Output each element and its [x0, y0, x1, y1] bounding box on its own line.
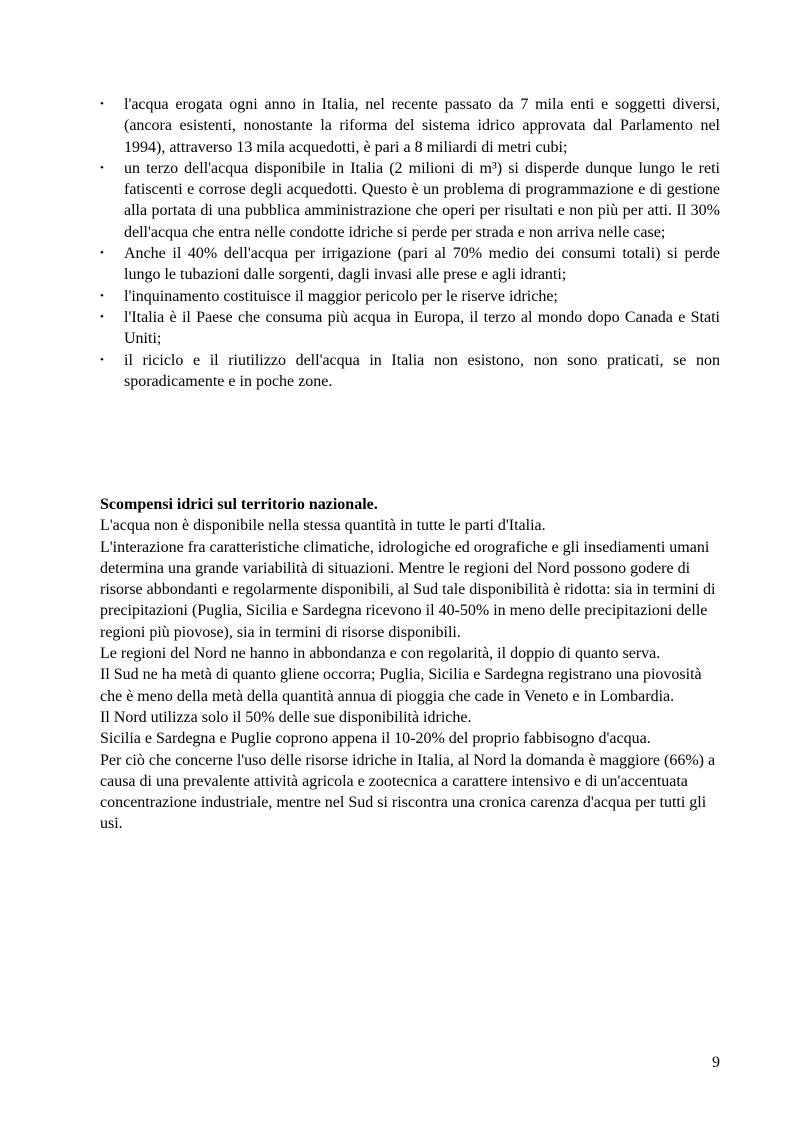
page-number: 9	[712, 1054, 720, 1071]
list-item-text: un terzo dell'acqua disponibile in Italia (2 milioni di m³) si disperde dunque lungo le reti fatiscenti e corrose degli acquedotti. Questo è un problema di programmazione e di gestione alla portata di una pubblica amministrazione che operi per risultati e non più per atti. Il 30% dell'acqua che entra nelle condotte idriche si perde per strada e non arriva nelle case;	[124, 159, 720, 241]
list-item-text: Anche il 40% dell'acqua per irrigazione (pari al 70% medio dei consumi totali) si perde lungo le tubazioni dalle sorgenti, dagli invasi alle prese e agli idranti;	[124, 245, 720, 284]
bullet-icon: •	[100, 310, 104, 323]
list-item	[100, 243, 720, 286]
list-item	[100, 307, 720, 350]
paragraph: Le regioni del Nord ne hanno in abbondanza e con regolarità, il doppio di quanto serva.	[100, 645, 661, 663]
list-item	[100, 286, 720, 307]
bullet-icon: •	[100, 289, 104, 302]
bullet-list	[100, 94, 720, 392]
bullet-icon: •	[100, 353, 104, 366]
bullet-icon: •	[100, 161, 104, 174]
paragraph: Sicilia e Sardegna e Puglie coprono appena il 10-20% del proprio fabbisogno d'acqua.	[100, 730, 651, 748]
bullet-icon: •	[100, 98, 104, 110]
list-item-text: l'acqua erogata ogni anno in Italia, nel recente passato da 7 mila enti e soggetti diversi, (ancora esistenti, nonostante la riforma del sistema idrico approvata dal Parlamento nel 1994), attraverso 13 mila acquedotti, è pari a 8 miliardi di metri cubi;	[124, 96, 720, 156]
paragraph: Per ciò che concerne l'uso delle risorse idriche in Italia, al Nord la domanda è maggiore (66%) a causa di una prevalente attività agricola e zootecnica a carattere intensivo e di un'accentuata concentrazione industriale, mentre nel Sud si riscontra una cronica carenza d'acqua per tutti gli usi.	[100, 751, 716, 833]
paragraph: Il Nord utilizza solo il 50% delle sue disponibilità idriche.	[100, 708, 472, 726]
section-heading: Scompensi idrici sul territorio nazionale.	[100, 496, 378, 513]
list-item-text: l'Italia è il Paese che consuma più acqua in Europa, il terzo al mondo dopo Canada e Stati Uniti;	[124, 308, 720, 348]
list-item-text: il riciclo e il riutilizzo dell'acqua in Italia non esistono, non sono praticati, se non sporadicamente e in poche zone.	[124, 351, 720, 390]
paragraph: L'interazione fra caratteristiche climatiche, idrologiche ed orografiche e gli insediamenti umani determina una grande variabilità di situazioni. Mentre le regioni del Nord possono godere di risorse abbondanti e regolarmente disponibili, al Sud tale disponibilità è ridotta: sia in termini di precipitazioni (Puglia, Sicilia e Sardegna ricevono il 40-50% in meno delle precipitazioni delle regioni più piovose), sia in termini di risorse disponibili.	[100, 538, 716, 641]
list-item	[100, 94, 720, 158]
list-item-text: l'inquinamento costituisce il maggior pericolo per le riserve idriche;	[124, 287, 558, 305]
list-item	[100, 158, 720, 243]
paragraph: Il Sud ne ha metà di quanto gliene occorra; Puglia, Sicilia e Sardegna registrano una piovosità che è meno della metà della quantità annua di pioggia che cade in Veneto e in Lombardia.	[100, 666, 702, 705]
bullet-icon: •	[100, 247, 104, 260]
paragraph: L'acqua non è disponibile nella stessa quantità in tutte le parti d'Italia.	[100, 517, 546, 535]
list-item	[100, 350, 720, 393]
section-scompensi-idrici	[100, 494, 720, 835]
